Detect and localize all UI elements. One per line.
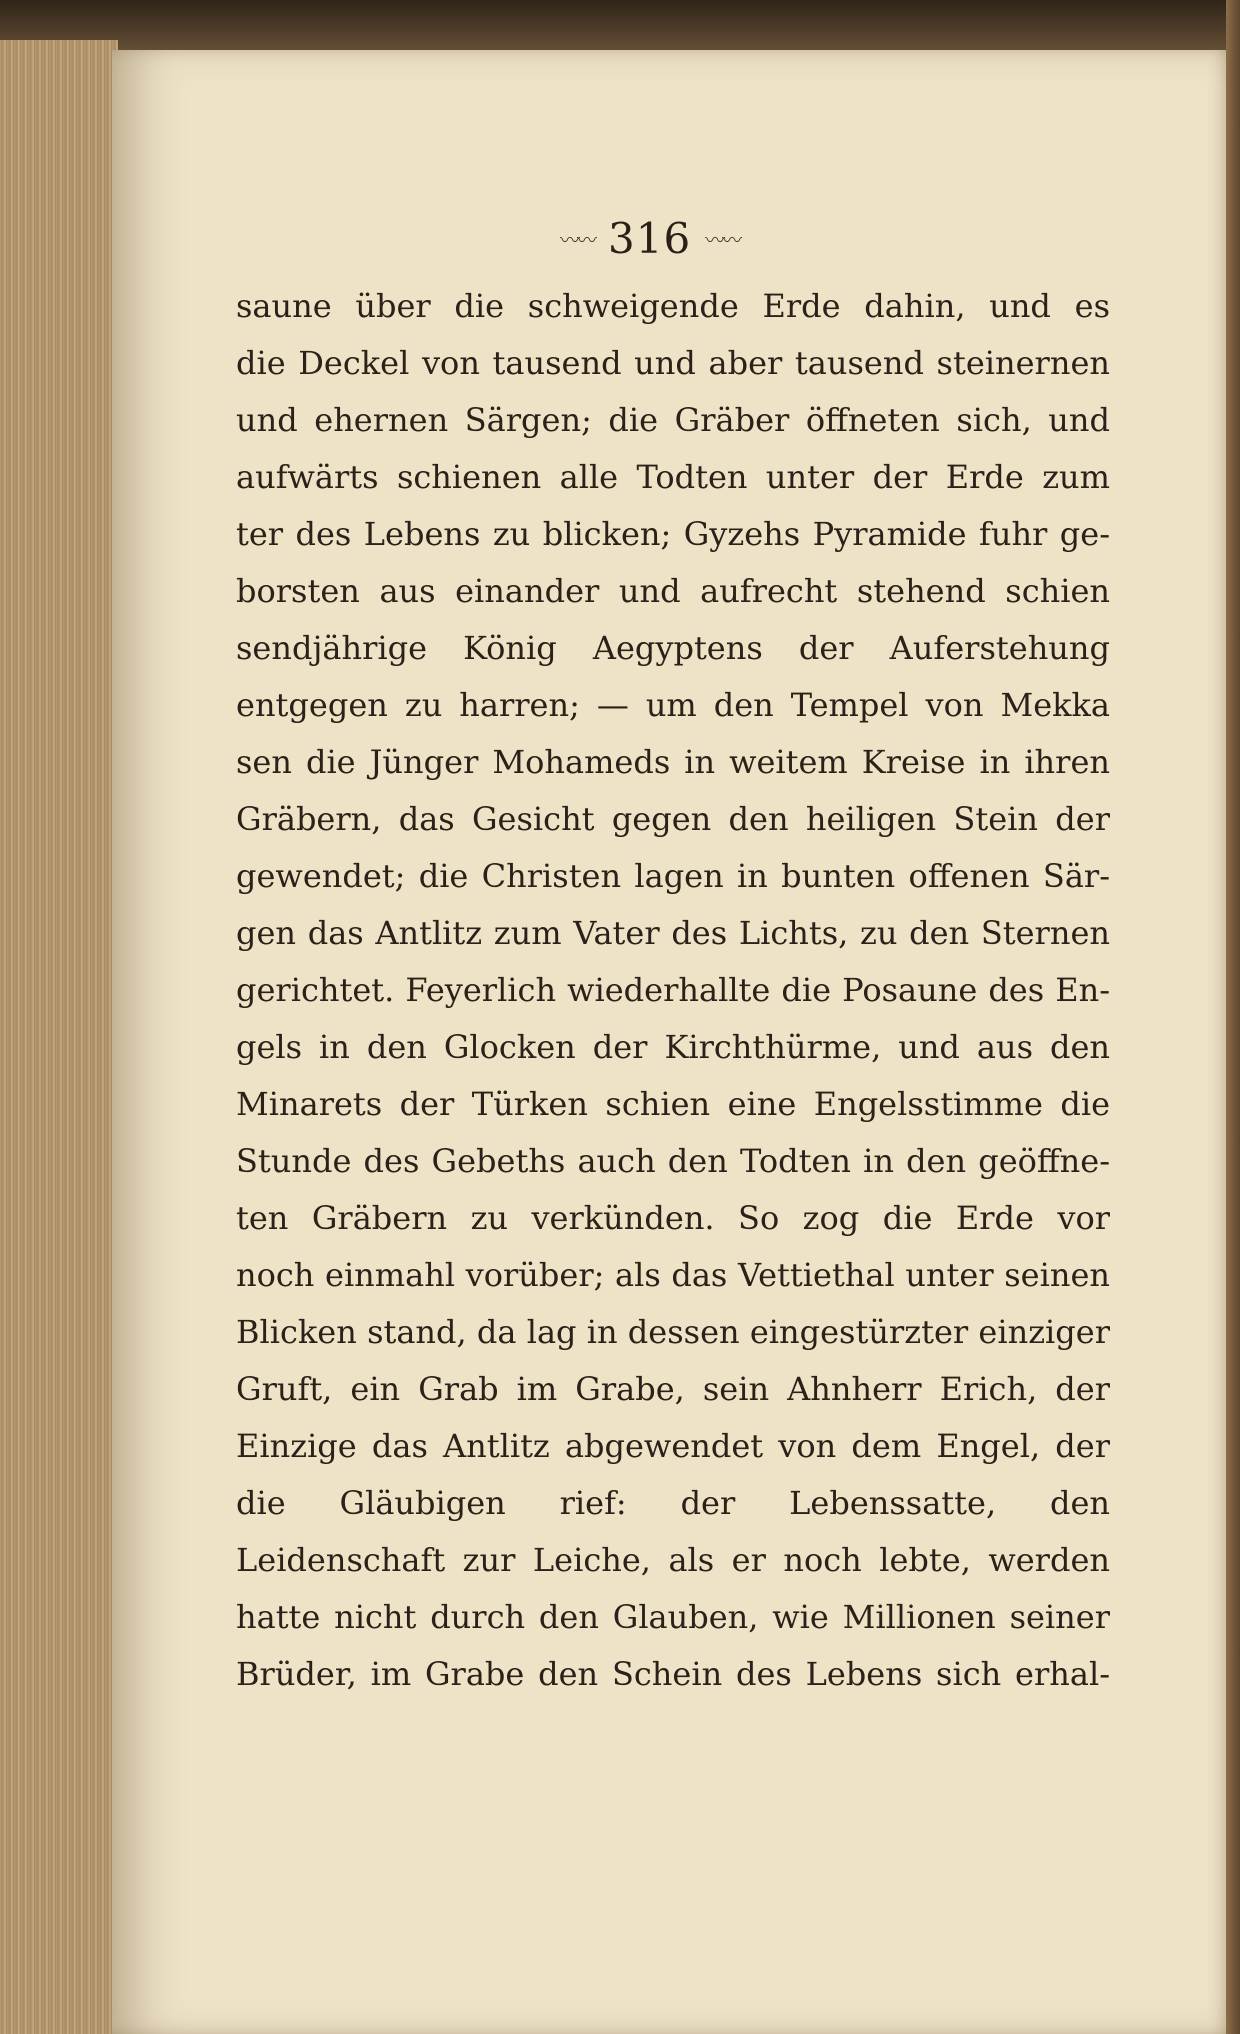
flourish-left: 〰〰: [560, 228, 594, 252]
text-line: saune über die schweigende Erde dahin, und es: [236, 287, 1110, 325]
page-stack-edge: [0, 40, 118, 2034]
text-line: gerichtet. Feyerlich wiederhallte die Posaune des En-: [236, 971, 1110, 1009]
text-line: sendjährige König Aegyptens der Auferstehung: [236, 629, 1110, 667]
text-line: noch einmahl vorüber; als das Vettiethal unter seinen: [236, 1256, 1110, 1294]
text-line: Brüder, im Grabe den Schein des Lebens sich erhal-: [236, 1655, 1110, 1693]
text-line: ter des Lebens zu blicken; Gyzehs Pyramide fuhr ge-: [236, 515, 1110, 553]
body-text: [236, 278, 1110, 1703]
text-line: die Gläubigen rief: der Lebenssatte, den: [236, 1484, 1110, 1522]
text-line: Stunde des Gebeths auch den Todten in den geöffne-: [236, 1142, 1110, 1180]
text-line: borsten aus einander und aufrecht stehend schien: [236, 572, 1110, 610]
text-line: Blicken stand, da lag in dessen eingestürzter einziger: [236, 1313, 1110, 1351]
text-line: sen die Jünger Mohameds in weitem Kreise in ihren: [236, 743, 1110, 781]
text-line: gen das Antlitz zum Vater des Lichts, zu den Sternen: [236, 914, 1110, 952]
text-line: und ehernen Särgen; die Gräber öffneten sich, und: [236, 401, 1110, 439]
text-line: aufwärts schienen alle Todten unter der Erde zum: [236, 458, 1110, 496]
text-line: Gruft, ein Grab im Grabe, sein Ahnherr Erich, der: [236, 1370, 1110, 1408]
book-right-edge: [1226, 0, 1240, 2034]
text-line: Gräbern, das Gesicht gegen den heiligen Stein der: [236, 800, 1110, 838]
page-header: [560, 214, 739, 263]
text-line: ten Gräbern zu verkünden. So zog die Erde vor: [236, 1199, 1110, 1237]
text-line: gels in den Glocken der Kirchthürme, und aus den: [236, 1028, 1110, 1066]
text-line: die Deckel von tausend und aber tausend steinernen: [236, 344, 1110, 382]
flourish-right: 〰〰: [705, 228, 740, 252]
text-line: Leidenschaft zur Leiche, als er noch lebte, werden: [236, 1541, 1110, 1579]
text-line: hatte nicht durch den Glauben, wie Millionen seiner: [236, 1598, 1110, 1636]
text-line: entgegen zu harren; — um den Tempel von Mekka: [236, 686, 1110, 724]
page-number: 316: [608, 214, 692, 263]
text-line: gewendet; die Christen lagen in bunten offenen Sär-: [236, 857, 1110, 895]
text-line: Minarets der Türken schien eine Engelsstimme die: [236, 1085, 1110, 1123]
text-line: Einzige das Antlitz abgewendet von dem Engel, der: [236, 1427, 1110, 1465]
